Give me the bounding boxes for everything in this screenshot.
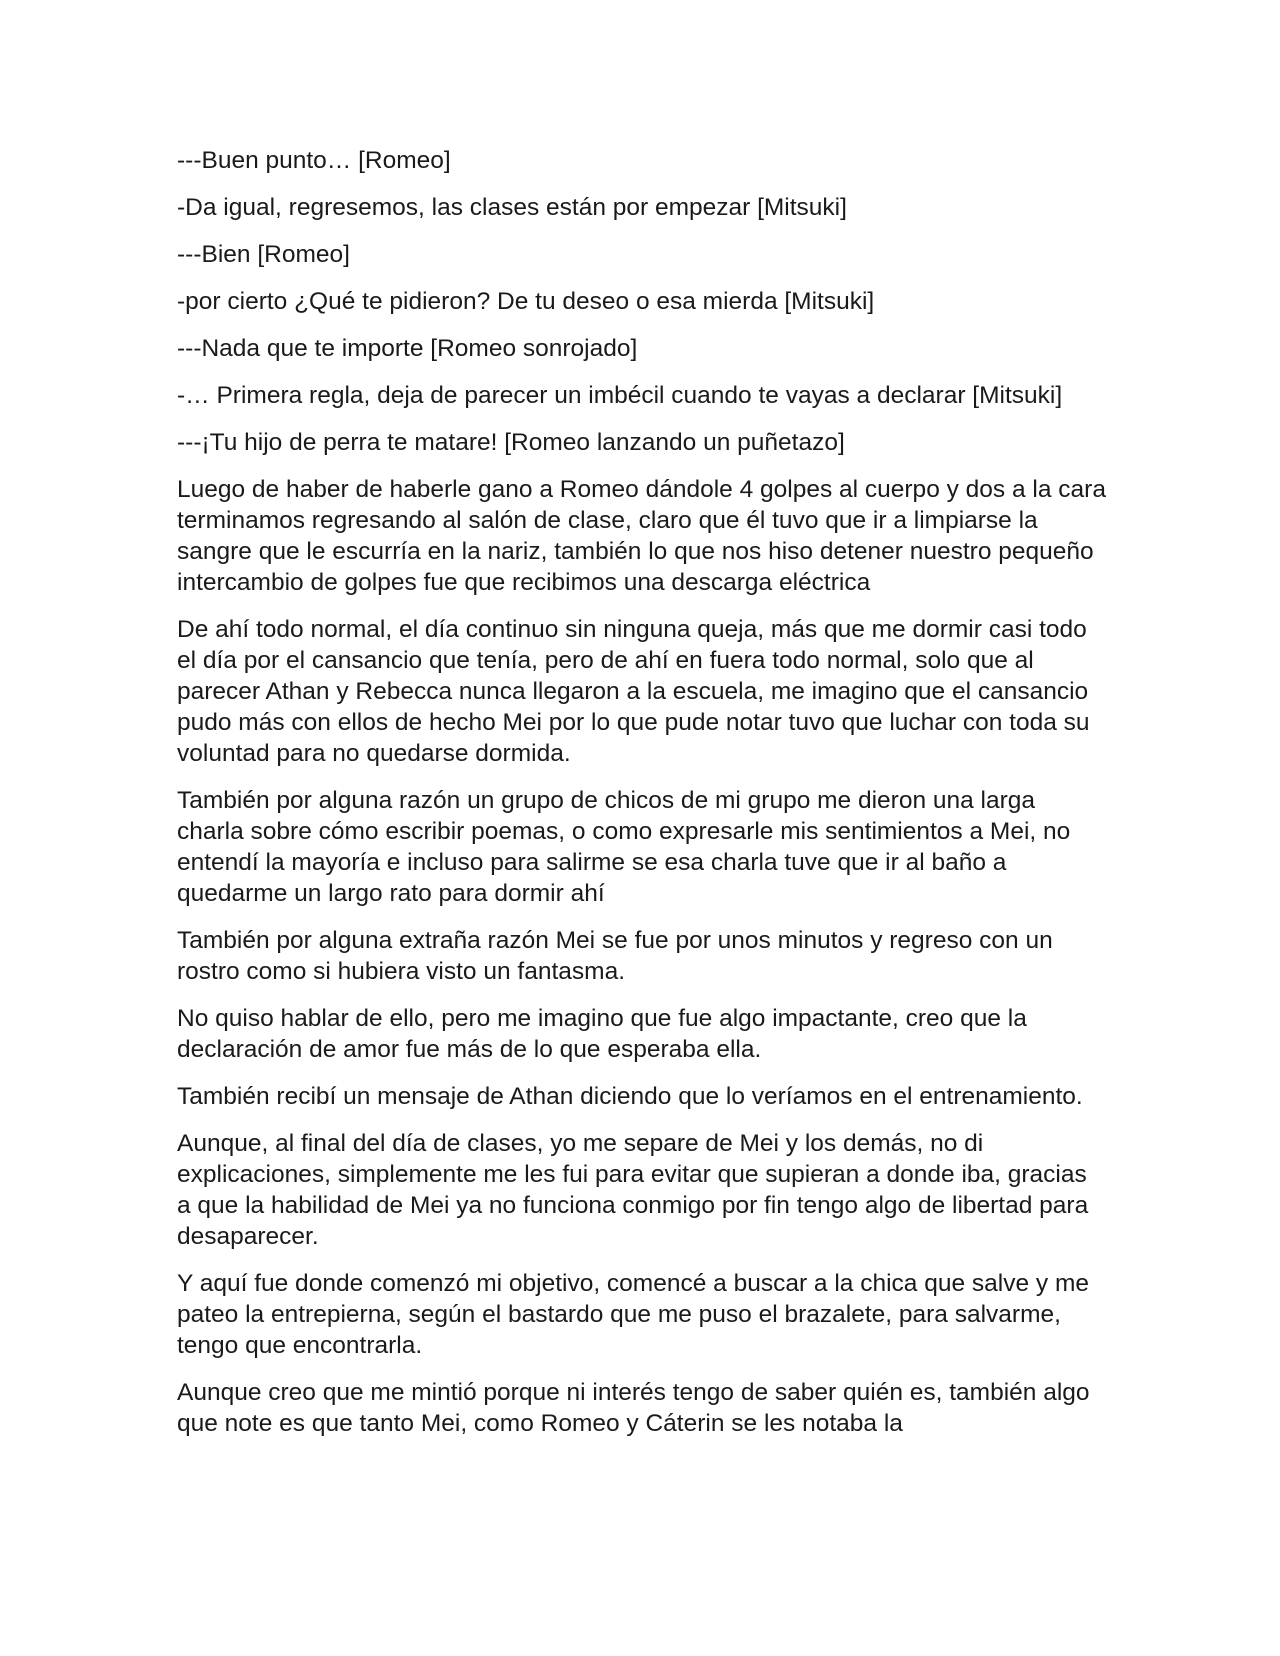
narrative-paragraph: También por alguna extraña razón Mei se fue por unos minutos y regreso con un rostro como si hubiera visto un fantasma. [177,927,1053,985]
dialogue-line: ---¡Tu hijo de perra te matare! [Romeo lanzando un puñetazo] [177,429,845,456]
narrative-paragraph: Aunque, al final del día de clases, yo me separe de Mei y los demás, no di explicaciones, simplemente me les fui para evitar que supieran a donde iba, gracias a que la habilidad de Mei ya no funciona conmigo por fin tengo algo de libertad para desaparecer. [177,1130,1089,1250]
narrative-paragraph: Aunque creo que me mintió porque ni interés tengo de saber quién es, también algo que note es que tanto Mei, como Romeo y Cáterin se les notaba la [177,1379,1090,1437]
narrative-paragraph: De ahí todo normal, el día continuo sin ninguna queja, más que me dormir casi todo el día por el cansancio que tenía, pero de ahí en fuera todo normal, solo que al parecer Athan y Rebecca nunca llegaron a la escuela, me imagino que el cansancio pudo más con ellos de hecho Mei por lo que pude notar tuvo que luchar con toda su voluntad para no quedarse dormida. [177,616,1090,767]
narrative-paragraph: Y aquí fue donde comenzó mi objetivo, comencé a buscar a la chica que salve y me pateo la entrepierna, según el bastardo que me puso el brazalete, para salvarme, tengo que encontrarla. [177,1270,1090,1359]
dialogue-line: ---Buen punto… [Romeo] [177,147,451,174]
narrative-paragraph: También por alguna razón un grupo de chicos de mi grupo me dieron una larga charla sobre cómo escribir poemas, o como expresarle mis sentimientos a Mei, no entendí la mayoría e incluso para salirme se esa charla tuve que ir al baño a quedarme un largo rato para dormir ahí [177,787,1071,907]
dialogue-line: -Da igual, regresemos, las clases están por empezar [Mitsuki] [177,194,847,221]
dialogue-line: -por cierto ¿Qué te pidieron? De tu deseo o esa mierda [Mitsuki] [177,288,875,315]
dialogue-line: ---Nada que te importe [Romeo sonrojado] [177,335,638,362]
document-body [177,145,1107,1455]
dialogue-line: ---Bien [Romeo] [177,241,350,268]
narrative-paragraph: Luego de haber de haberle gano a Romeo dándole 4 golpes al cuerpo y dos a la cara terminamos regresando al salón de clase, claro que él tuvo que ir a limpiarse la sangre que le escurría en la nariz, también lo que nos hiso detener nuestro pequeño intercambio de golpes fue que recibimos una descarga eléctrica [177,476,1106,596]
dialogue-line: -… Primera regla, deja de parecer un imbécil cuando te vayas a declarar [Mitsuki] [177,382,1063,409]
narrative-paragraph: También recibí un mensaje de Athan diciendo que lo veríamos en el entrenamiento. [177,1083,1083,1110]
narrative-paragraph: No quiso hablar de ello, pero me imagino que fue algo impactante, creo que la declaración de amor fue más de lo que esperaba ella. [177,1005,1027,1063]
